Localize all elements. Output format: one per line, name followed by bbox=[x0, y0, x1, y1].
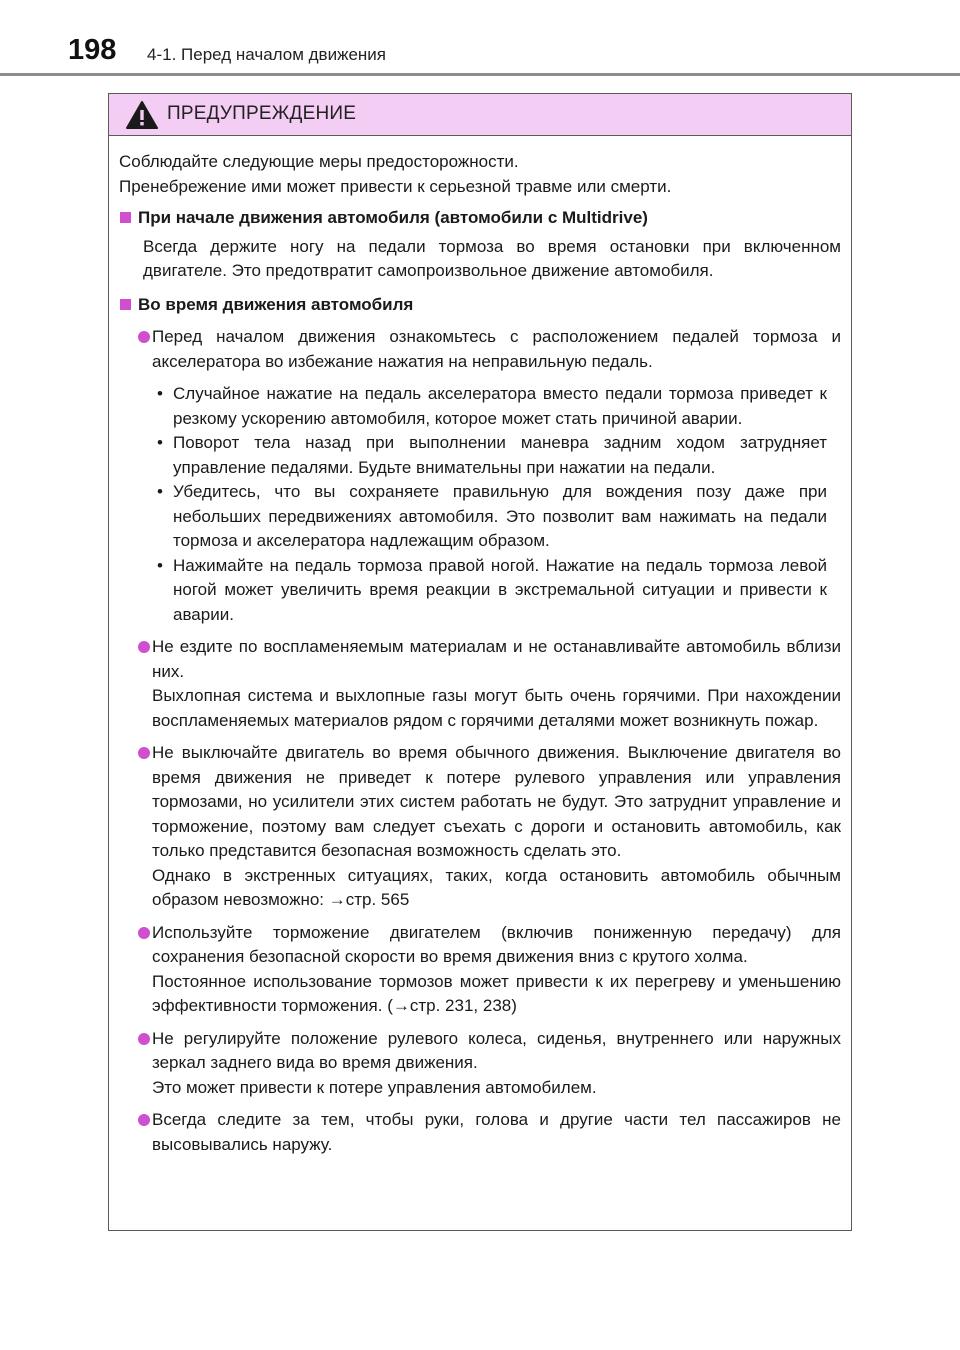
circle-bullet-icon bbox=[138, 641, 150, 653]
sub-list-item: • Поворот тела назад при выполнении маневра задним ходом затрудняет управление педалями. Будьте внимательны при нажатии на педали. bbox=[157, 433, 827, 477]
intro-line: Пренебрежение ими может привести к серьезной травме или смерти. bbox=[119, 176, 672, 196]
list-item: Не ездите по воспламеняемым материалам и не останавливайте автомобиль вблизи них. Выхлопная система и выхлопные газы могут быть очень горячими. При нахождении воспламеняемых материалов рядом с горячими деталями может возникнуть пожар. bbox=[119, 635, 841, 733]
page-header bbox=[0, 0, 960, 80]
sub-list-item: • Случайное нажатие на педаль акселератора вместо педали тормоза приведет к резкому ускорению автомобиля, которое может стать причиной аварии. bbox=[157, 384, 827, 428]
list-item: Не регулируйте положение рулевого колеса, сиденья, внутреннего или наружных зеркал заднего вида во время движения. Это может привести к потере управления автомобилем. bbox=[119, 1027, 841, 1101]
dot-bullet-icon: • bbox=[157, 482, 163, 501]
circle-bullet-icon bbox=[138, 1114, 150, 1126]
circle-bullet-icon bbox=[138, 747, 150, 759]
square-bullet-icon bbox=[120, 299, 131, 310]
section-heading-start: При начале движения автомобиля (автомобили с Multidrive) bbox=[119, 206, 841, 231]
sub-list-item: • Убедитесь, что вы сохраняете правильную для вождения позу даже при небольших передвижениях автомобиля. Это позволит вам нажимать на педали тормоза и акселератора надлежащим образом. bbox=[157, 482, 827, 550]
list-item: Не выключайте двигатель во время обычного движения. Выключение двигателя во время движения не приведет к потере рулевого управления или управления тормозами, но усилители этих систем работать не будут. Это затруднит управление и торможение, поэтому вам следует съехать с дороги и остановить автомобиль, как только представится безопасная возможность сделать это. Однако в экстренных ситуациях, таких, когда остановить автомобиль обычным образом невозможно: →стр. 565 bbox=[119, 741, 841, 913]
section-heading-driving: Во время движения автомобиля bbox=[119, 293, 841, 318]
circle-bullet-icon bbox=[138, 331, 150, 343]
sub-list-item: • Нажимайте на педаль тормоза правой ногой. Нажатие на педаль тормоза левой ногой может увеличить время реакции в экстремальной ситуации и привести к аварии. bbox=[157, 555, 827, 624]
list-item: Перед началом движения ознакомьтесь с расположением педалей тормоза и акселератора во избежание нажатия на неправильную педаль. bbox=[119, 325, 841, 374]
warning-header bbox=[109, 94, 851, 136]
intro-line: Соблюдайте следующие меры предосторожности. bbox=[119, 152, 519, 171]
header-rule bbox=[0, 73, 960, 76]
section-title: 4-1. Перед началом движения bbox=[147, 45, 386, 64]
warning-title: ПРЕДУПРЕЖДЕНИЕ bbox=[167, 103, 357, 124]
circle-bullet-icon bbox=[138, 1033, 150, 1045]
dot-bullet-icon: • bbox=[157, 555, 163, 575]
list-item: Используйте торможение двигателем (включив пониженную передачу) для сохранения безопасной скорости во время движения вниз с крутого холма. Постоянное использование тормозов может привести к их перегреву и уменьшению эффективности торможения. (→стр. 231, 238) bbox=[119, 921, 841, 1019]
list-item: Всегда следите за тем, чтобы руки, голова и другие части тел пассажиров не высовывались наружу. bbox=[119, 1108, 841, 1157]
page-number: 198 bbox=[68, 34, 117, 66]
section-text-start: Всегда держите ногу на педали тормоза во время остановки при включенном двигателе. Это предотвратит самопроизвольное движение автомобиля. bbox=[143, 236, 841, 280]
sub-list bbox=[119, 382, 841, 627]
dot-bullet-icon: • bbox=[157, 433, 163, 452]
warning-triangle-icon bbox=[125, 100, 159, 130]
warning-body bbox=[109, 136, 851, 1157]
warning-box bbox=[108, 93, 852, 1231]
circle-bullet-icon bbox=[138, 927, 150, 939]
square-bullet-icon bbox=[120, 212, 131, 223]
dot-bullet-icon: • bbox=[157, 384, 163, 403]
